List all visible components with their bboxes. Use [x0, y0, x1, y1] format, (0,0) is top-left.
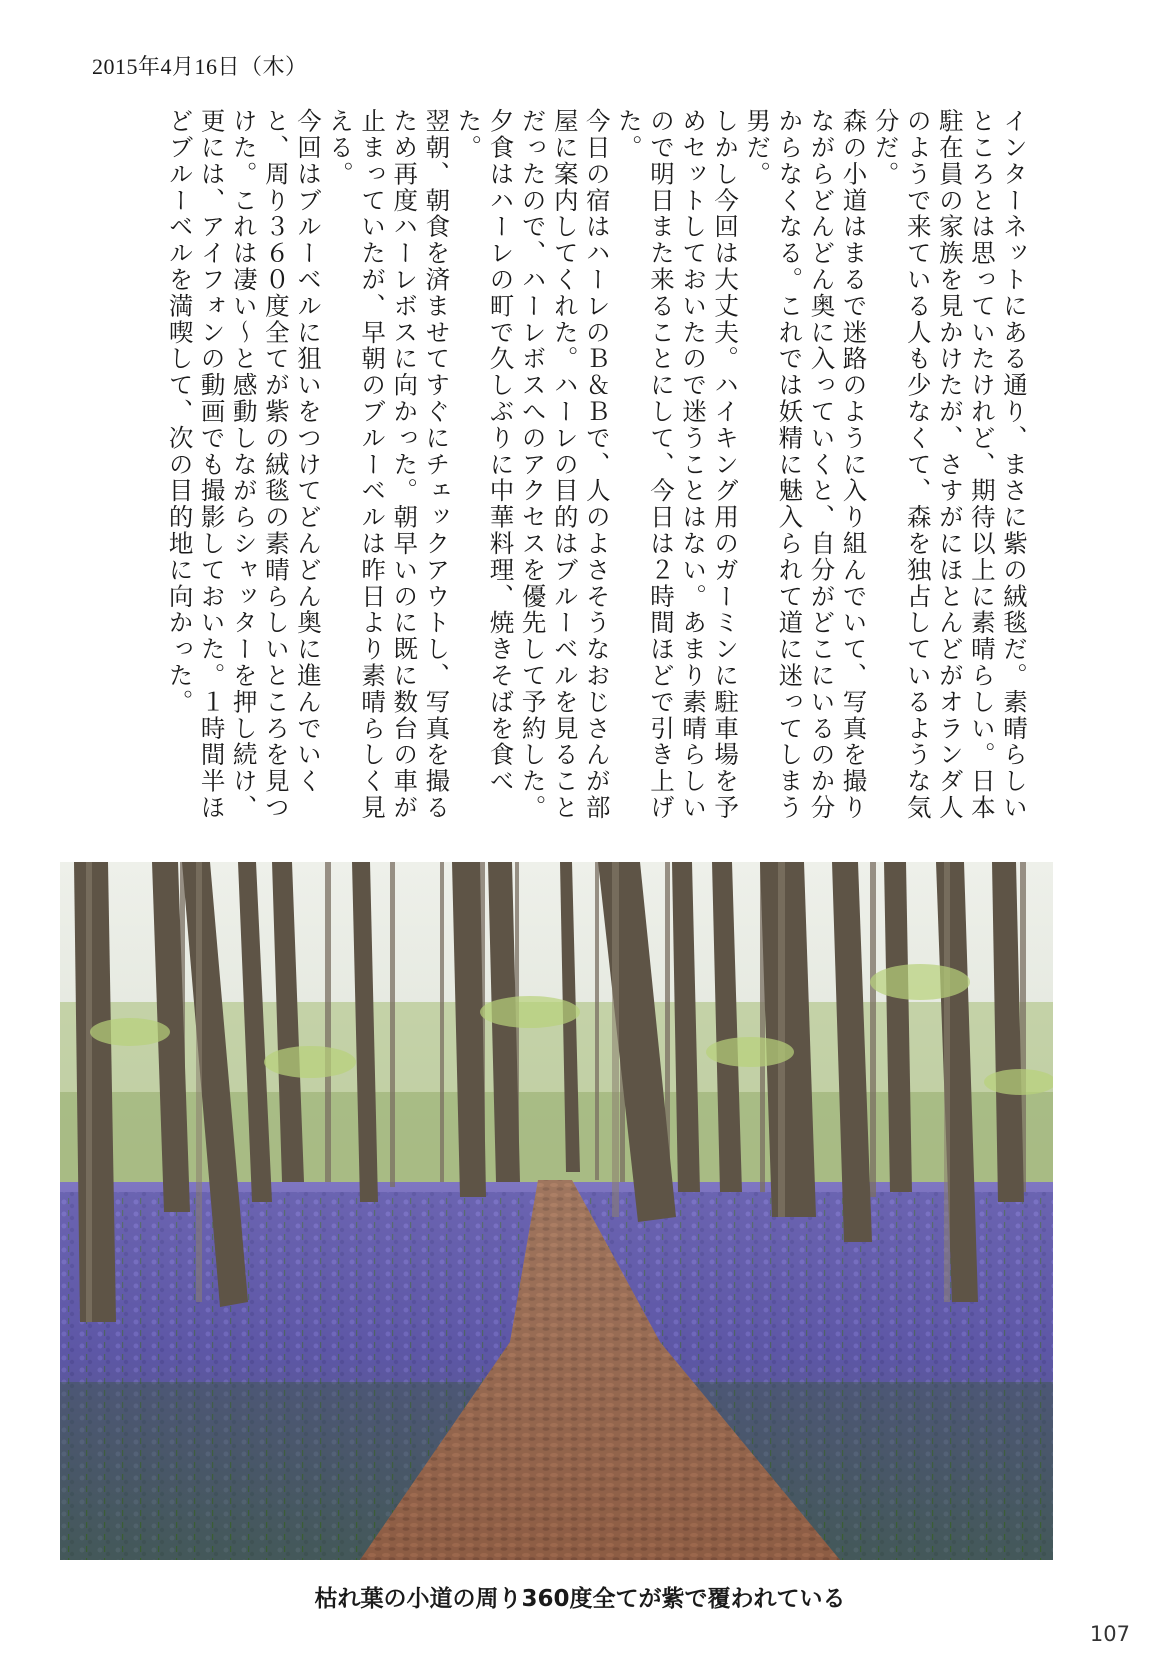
paragraph: しかし今回は大丈夫。ハイキング用のガーミンに駐車場を予めセットしておいたので迷うことはない。あまり素晴らしいので明日また来ることにして、今日は２時間ほどで引き上げた。: [614, 108, 741, 821]
paragraph: インターネットにある通り、まさに紫の絨毯だ。素晴らしいところとは思っていたけれど、期待以上に素晴らしい。日本駐在員の家族を見かけたが、さすがにほとんどがオランダ人のようで来ている人も少なくて、森を独占しているような気分だ。: [871, 108, 1029, 821]
photo-caption: 枯れ葉の小道の周り360度全てが紫で覆われている: [314, 1586, 846, 1612]
page-date: 2015年4月16日（木）: [92, 54, 308, 79]
page-number: 107: [1089, 1622, 1130, 1646]
paragraph: 翌朝、朝食を済ませてすぐにチェックアウトし、写真を撮るため再度ハーレボスに向かった。朝早いのに既に数台の車が止まっていたが、早朝のブルーベルは昨日より素晴らしく見える。: [326, 108, 452, 821]
forest-illustration: [60, 862, 1053, 1560]
paragraph: 森の小道はまるで迷路のように入り組んでいて、写真を撮りながらどんどん奥に入っていくと、自分がどこにいるのか分からなくなる。これでは妖精に魅入られて道に迷ってしまう男だ。: [743, 108, 869, 821]
bluebell-forest-photo: [60, 862, 1053, 1560]
body-text: [118, 108, 1030, 838]
paragraph: 今回はブルーベルに狙いをつけてどんどん奥に進んでいくと、周り３６０度全てが紫の絨毯の素晴らしいところを見つけた。これは凄い〜と感動しながらシャッターを押し続け、更には、アイフォンの動画でも撮影しておいた。１時間半ほどブルーベルを満喫して、次の目的地に向かった。: [165, 108, 323, 821]
paragraph: 今日の宿はハーレのＢ＆Ｂで、人のよさそうなおじさんが部屋に案内してくれた。ハーレの目的はブルーベルを見ることだったので、ハーレボスへのアクセスを優先して予約した。夕食はハーレの町で久しぶりに中華料理、焼きそばを食べた。: [454, 108, 612, 821]
